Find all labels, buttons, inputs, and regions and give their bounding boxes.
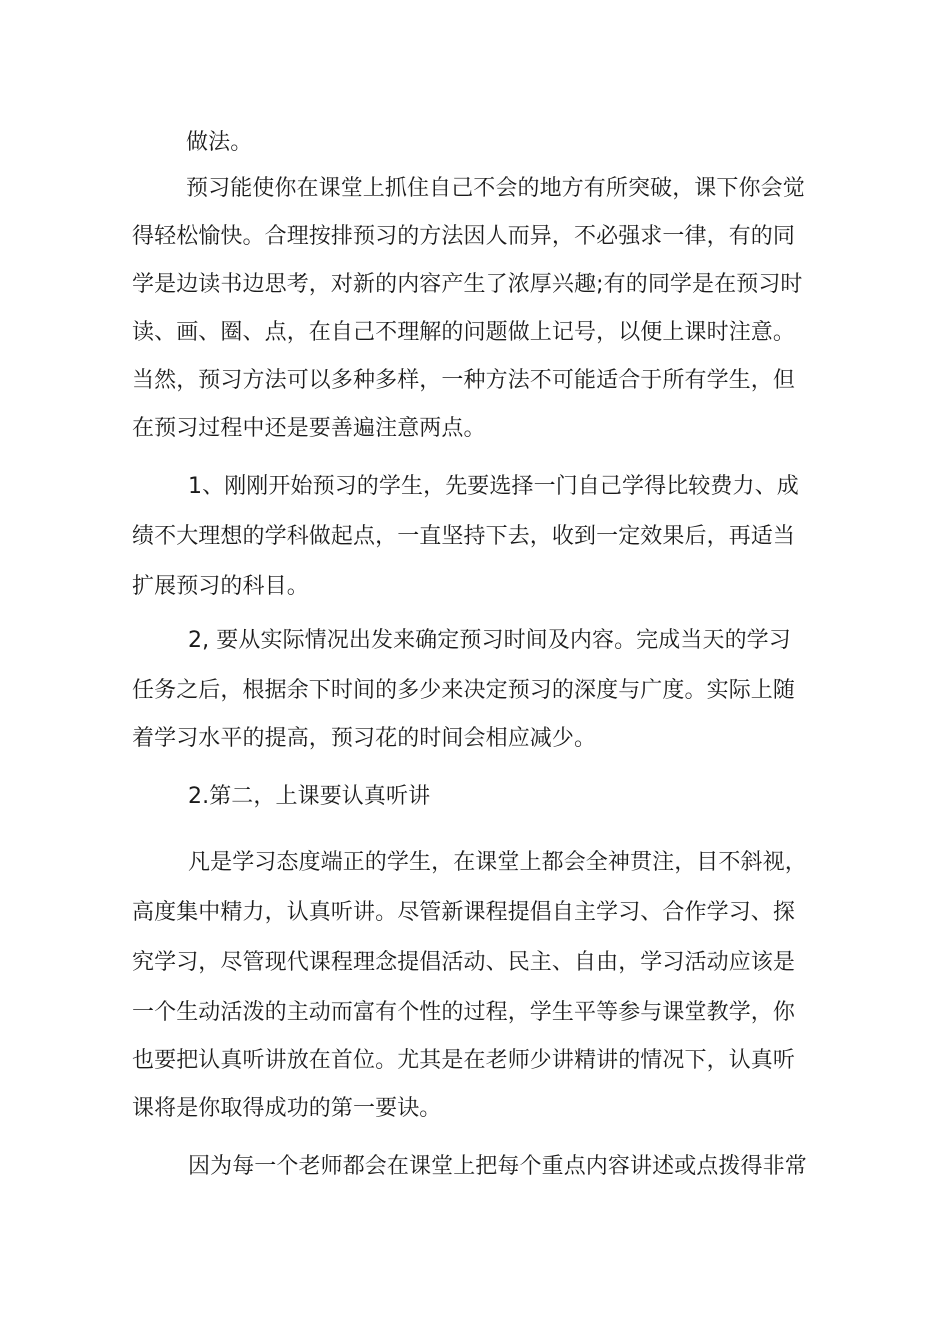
text-line: 读、画、圈、点，在自己不理解的问题做上记号，以便上课时注意。 (132, 320, 796, 345)
text-line: 做法。 (186, 130, 253, 155)
text-line: 学是边读书边思考，对新的内容产生了浓厚兴趣;有的同学是在预习时 (132, 272, 803, 297)
text-line: 任务之后，根据余下时间的多少来决定预习的深度与广度。实际上随 (132, 678, 796, 703)
text-line: 凡是学习态度端正的学生，在课堂上都会全神贯注，目不斜视， (188, 850, 807, 875)
text-line: 在预习过程中还是要善遍注意两点。 (132, 416, 486, 441)
text-line: 高度集中精力，认真听讲。尽管新课程提倡自主学习、合作学习、探 (132, 900, 796, 925)
text-line: 一个生动活泼的主动而富有个性的过程，学生平等参与课堂教学，你 (132, 1000, 796, 1025)
text-line: 预习能使你在课堂上抓住自己不会的地方有所突破，课下你会觉 (186, 176, 805, 201)
text-line: 因为每一个老师都会在课堂上把每个重点内容讲述或点拨得非常 (188, 1154, 807, 1179)
text-line: 绩不大理想的学科做起点，一直坚持下去，收到一定效果后，再适当 (132, 524, 796, 549)
section-heading: 2.第二，上课要认真听讲 (188, 784, 431, 809)
text-line: 当然，预习方法可以多种多样，一种方法不可能适合于所有学生，但 (132, 368, 796, 393)
text-line: 也要把认真听讲放在首位。尤其是在老师少讲精讲的情况下，认真听 (132, 1048, 796, 1073)
text-line: 究学习，尽管现代课程理念提倡活动、民主、自由，学习活动应该是 (132, 950, 796, 975)
text-line: 得轻松愉快。合理按排预习的方法因人而异，不必强求一律，有的同 (132, 224, 796, 249)
text-line: 2, 要从实际情况出发来确定预习时间及内容。完成当天的学习 (188, 628, 791, 653)
text-line: 扩展预习的科目。 (132, 574, 309, 599)
text-line: 着学习水平的提高，预习花的时间会相应减少。 (132, 726, 597, 751)
text-line: 课将是你取得成功的第一要诀。 (132, 1096, 442, 1121)
text-line: 1、刚刚开始预习的学生，先要选择一门自己学得比较费力、成 (188, 474, 799, 499)
